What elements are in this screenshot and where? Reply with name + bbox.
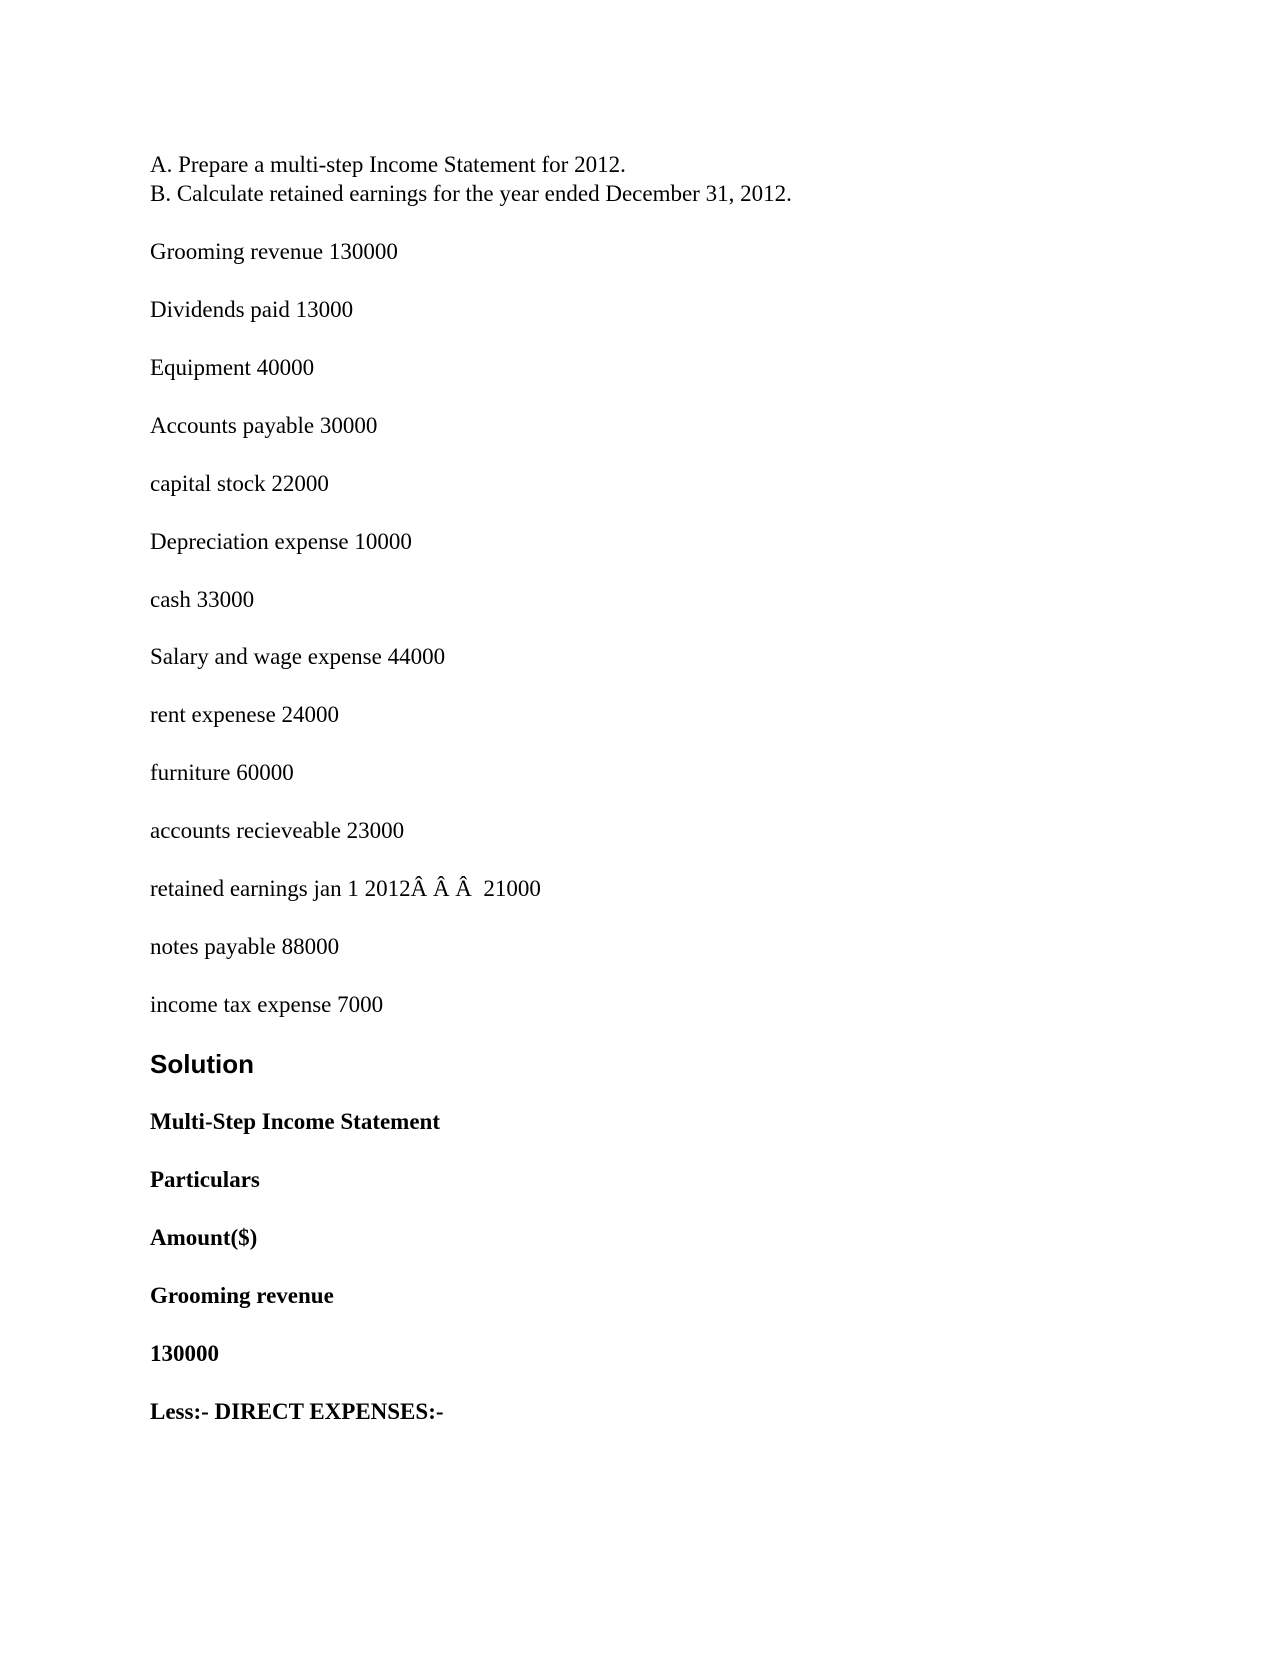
item-retained-earnings: retained earnings jan 1 2012Â Â Â 21000 [150, 876, 541, 901]
row-grooming-revenue-label: Grooming revenue [150, 1283, 334, 1308]
instruction-part-b: B. Calculate retained earnings for the year ended December 31, 2012. [150, 181, 792, 206]
item-accounts-payable: Accounts payable 30000 [150, 413, 378, 438]
less-direct-expenses: Less:- DIRECT EXPENSES:- [150, 1399, 444, 1424]
instruction-part-a: A. Prepare a multi-step Income Statement for 2012. [150, 152, 626, 177]
item-dividends-paid: Dividends paid 13000 [150, 297, 354, 322]
item-depreciation-expense: Depreciation expense 10000 [150, 529, 412, 554]
statement-title: Multi-Step Income Statement [150, 1109, 441, 1134]
item-capital-stock: capital stock 22000 [150, 471, 329, 496]
solution-heading: Solution [150, 1049, 254, 1079]
item-grooming-revenue: Grooming revenue 130000 [150, 239, 398, 264]
item-rent-expense: rent expenese 24000 [150, 702, 340, 727]
item-income-tax-expense: income tax expense 7000 [150, 992, 384, 1017]
item-furniture: furniture 60000 [150, 760, 294, 785]
item-notes-payable: notes payable 88000 [150, 934, 340, 959]
row-grooming-revenue-amount: 130000 [150, 1341, 219, 1366]
item-equipment: Equipment 40000 [150, 355, 315, 380]
column-header-amount: Amount($) [150, 1225, 258, 1250]
item-cash: cash 33000 [150, 587, 255, 612]
column-header-particulars: Particulars [150, 1167, 260, 1192]
item-salary-wage-expense: Salary and wage expense 44000 [150, 644, 446, 669]
item-accounts-receivable: accounts recieveable 23000 [150, 818, 405, 843]
